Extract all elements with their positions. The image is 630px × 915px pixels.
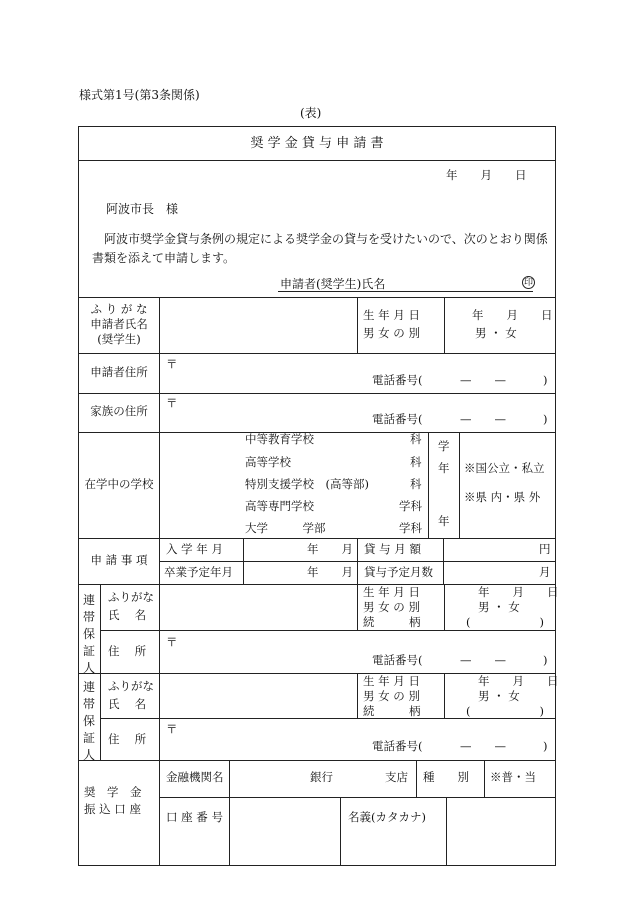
phone-field[interactable]: — — xyxy=(460,373,506,387)
guarantor-birth-field[interactable]: 年 月 日 xyxy=(478,674,559,688)
col-divider xyxy=(416,760,417,797)
guarantor-kana-label: ふりがな xyxy=(108,679,154,693)
application-date[interactable]: 年 月 日 xyxy=(446,168,527,182)
grade-label: 年 xyxy=(438,461,450,475)
guarantor-2-label: 連帯保証人 xyxy=(83,680,96,762)
col-divider xyxy=(100,584,101,760)
row-divider xyxy=(78,297,556,298)
col-divider xyxy=(159,297,160,866)
guarantor-address-label: 住 所 xyxy=(108,732,147,746)
guarantor-relation-field[interactable]: ( ) xyxy=(466,615,544,629)
applicant-address-label: 申請者住所 xyxy=(90,365,148,379)
row-divider xyxy=(159,797,556,798)
scholarship-student-label: (奨学生) xyxy=(97,332,141,346)
guarantor-name-label: 氏 名 xyxy=(108,608,147,622)
guarantor-name-field[interactable] xyxy=(162,678,354,714)
guarantor-kana-label: ふりがな xyxy=(108,590,154,604)
location-choice[interactable]: ※県 内・県 外 xyxy=(464,490,541,504)
col-divider xyxy=(459,432,460,538)
bank-label: 奨 学 金 xyxy=(84,785,142,799)
school-suffix: 科 xyxy=(410,432,422,446)
school-type[interactable]: 特別支援学校 (高等部) xyxy=(245,477,369,491)
account-number-field[interactable] xyxy=(232,800,337,862)
phone-label: 電話番号( xyxy=(372,373,423,387)
phone-close: ) xyxy=(543,739,548,753)
postal-mark: 〒 xyxy=(166,635,178,649)
guarantor-relation-field[interactable]: ( ) xyxy=(466,704,544,718)
school-type[interactable]: 中等教育学校 xyxy=(245,432,314,446)
col-divider xyxy=(357,538,358,584)
postal-mark: 〒 xyxy=(166,357,178,371)
guarantor-address-label: 住 所 xyxy=(108,644,147,658)
entry-date-field[interactable]: 年 月 xyxy=(307,542,353,556)
guarantor-relation-label: 続 柄 xyxy=(363,704,421,718)
birth-label: 生 年 月 日 xyxy=(363,308,420,322)
guarantor-birth-field[interactable]: 年 月 日 xyxy=(478,585,559,599)
birth-field[interactable]: 年 月 日 xyxy=(472,308,553,322)
col-divider xyxy=(444,297,445,353)
form-number: 様式第1号(第3条関係) xyxy=(79,88,200,102)
guarantor-name-label: 氏 名 xyxy=(108,697,147,711)
school-suffix: 学科 xyxy=(399,499,422,513)
graduation-field[interactable]: 年 月 xyxy=(307,565,353,579)
phone-label: 電話番号( xyxy=(372,739,423,753)
col-divider xyxy=(444,673,445,718)
row-divider xyxy=(78,353,556,354)
monthly-amount-label: 貸 与 月 額 xyxy=(364,542,421,556)
row-divider xyxy=(78,432,556,433)
application-items-label: 申 請 事 項 xyxy=(90,553,148,567)
applicant-name-label-cell: 申請者氏名 xyxy=(90,317,148,331)
phone-field[interactable]: — — xyxy=(460,739,506,753)
col-divider xyxy=(443,538,444,584)
gender-label: 男 女 の 別 xyxy=(363,326,420,340)
school-type[interactable]: 大学 学部 xyxy=(245,521,326,535)
row-divider xyxy=(78,538,556,539)
phone-close: ) xyxy=(543,373,548,387)
col-divider xyxy=(357,584,358,630)
school-suffix: 学科 xyxy=(399,521,422,535)
family-address-label: 家族の住所 xyxy=(90,404,148,418)
account-type-label: 種 別 xyxy=(423,770,469,784)
phone-field[interactable]: — — xyxy=(460,412,506,426)
phone-field[interactable]: — — xyxy=(460,653,506,667)
row-divider xyxy=(78,393,556,394)
bank-label: 振 込 口 座 xyxy=(84,802,141,816)
col-divider xyxy=(357,673,358,718)
account-type-choice[interactable]: ※普・当 xyxy=(490,770,536,784)
col-divider xyxy=(340,797,341,866)
guarantor-gender-field[interactable]: 男 ・ 女 xyxy=(478,689,520,703)
loan-months-label: 貸与予定月数 xyxy=(364,565,433,579)
postal-mark: 〒 xyxy=(166,396,178,410)
row-divider xyxy=(78,160,556,161)
school-type[interactable]: 高等専門学校 xyxy=(245,499,314,513)
guarantor-name-field[interactable] xyxy=(162,590,354,626)
guarantor-birth-label: 生 年 月 日 xyxy=(363,674,420,688)
branch-name-field[interactable]: 支店 xyxy=(385,770,408,784)
guarantor-relation-label: 続 柄 xyxy=(363,615,421,629)
phone-label: 電話番号( xyxy=(372,653,423,667)
form-body: 阿波市奨学金貸与条例の規定による奨学金の貸与を受けたいので、次のとおり関係書類を添えて申請します。 xyxy=(92,232,548,265)
phone-close: ) xyxy=(543,412,548,426)
school-label: 在学中の学校 xyxy=(84,477,154,491)
col-divider xyxy=(243,538,244,584)
graduation-label: 卒業予定年月 xyxy=(164,565,233,579)
monthly-amount-unit: 円 xyxy=(539,542,551,556)
gender-field[interactable]: 男 ・ 女 xyxy=(475,326,517,340)
col-divider xyxy=(444,584,445,630)
kana-label: ふ り が な xyxy=(90,302,148,316)
guarantor-gender-field[interactable]: 男 ・ 女 xyxy=(478,600,520,614)
account-holder-field[interactable] xyxy=(449,800,553,862)
grade-label: 年 xyxy=(438,514,450,528)
col-divider xyxy=(357,297,358,353)
institution-label: 金融機関名 xyxy=(166,770,224,784)
addressee: 阿波市長 様 xyxy=(106,202,179,216)
row-divider xyxy=(100,630,556,631)
applicant-name-line[interactable] xyxy=(278,291,533,292)
entry-date-label: 入 学 年 月 xyxy=(166,542,223,556)
school-suffix: 科 xyxy=(410,455,422,469)
account-number-label: 口 座 番 号 xyxy=(166,810,223,824)
account-holder-label: 名義(カタカナ) xyxy=(348,810,426,824)
col-divider xyxy=(484,760,485,797)
col-divider xyxy=(428,432,429,538)
row-divider xyxy=(100,718,556,719)
bank-name-field[interactable]: 銀行 xyxy=(310,770,333,784)
school-type[interactable]: 高等学校 xyxy=(245,455,291,469)
guarantor-gender-label: 男 女 の 別 xyxy=(363,600,420,614)
side-label: (表) xyxy=(300,106,322,120)
col-divider xyxy=(446,797,447,866)
col-divider xyxy=(229,760,230,866)
postal-mark: 〒 xyxy=(166,722,178,736)
guarantor-birth-label: 生 年 月 日 xyxy=(363,585,420,599)
public-private-choice[interactable]: ※国公立・私立 xyxy=(464,461,545,475)
grade-label: 学 xyxy=(438,439,450,453)
applicant-name-label: 申請者(奨学生)氏名 xyxy=(280,277,386,291)
loan-months-unit: 月 xyxy=(539,565,551,579)
guarantor-gender-label: 男 女 の 別 xyxy=(363,689,420,703)
guarantor-1-label: 連帯保証人 xyxy=(83,593,96,675)
seal-mark: 印 xyxy=(523,278,533,288)
applicant-name-field[interactable] xyxy=(162,306,354,350)
form-title: 奨 学 金 貸 与 申 請 書 xyxy=(250,136,384,151)
phone-label: 電話番号( xyxy=(372,412,423,426)
phone-close: ) xyxy=(543,653,548,667)
school-suffix: 科 xyxy=(410,477,422,491)
